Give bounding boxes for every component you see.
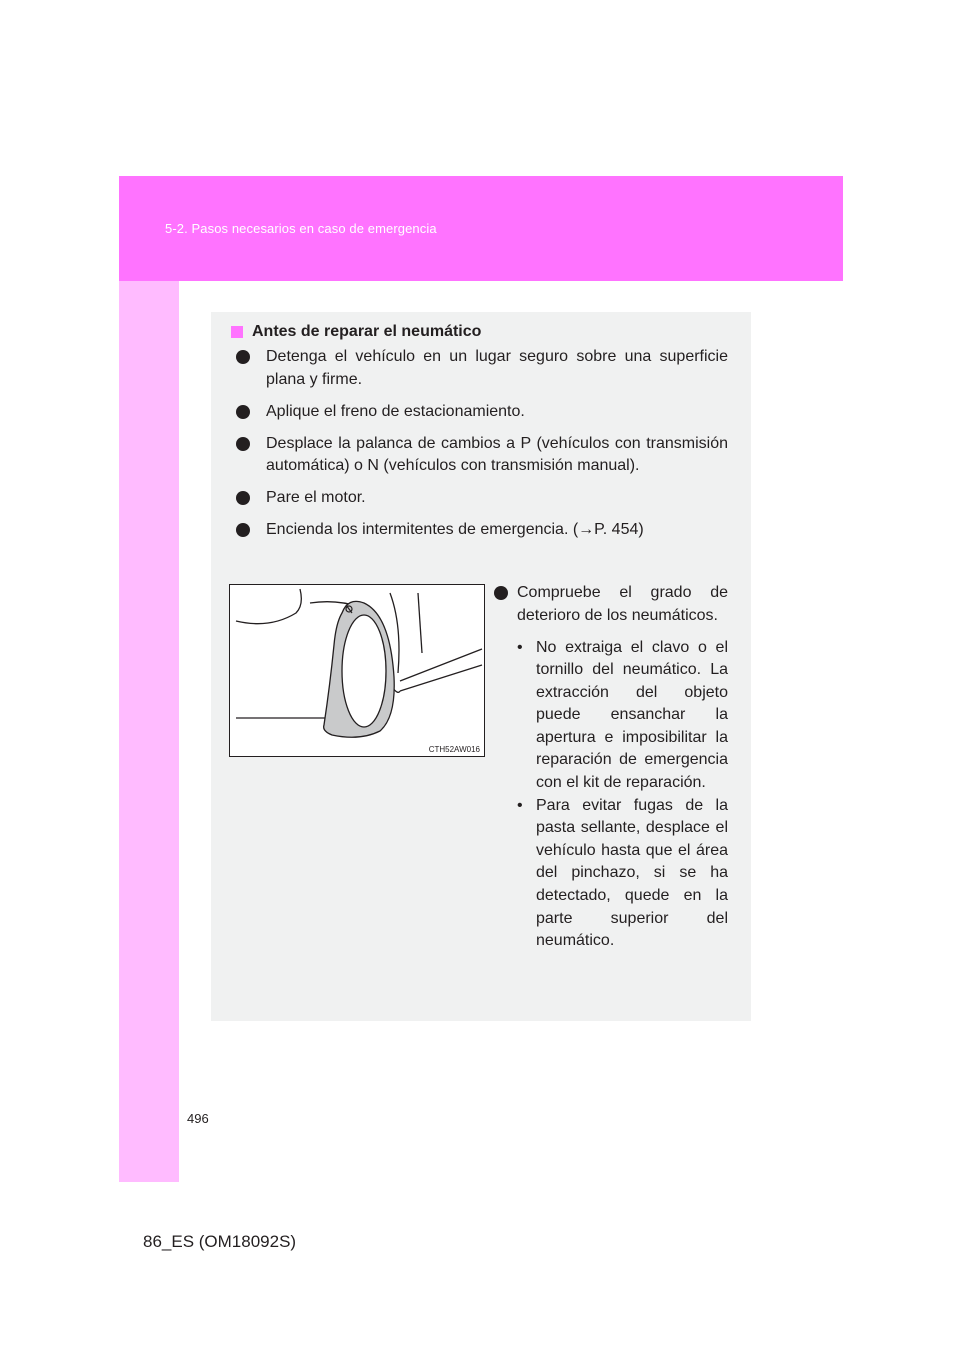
list-item [235,346,728,391]
bullet-dot-icon [236,491,250,505]
list-item [235,433,728,478]
list-item-text: Detenga el vehículo en un lugar seguro sobre una superficie plana y firme. [266,348,728,388]
bullet-dot-icon [494,586,508,600]
list-item-text: Compruebe el grado de deterioro de los neumáticos. [517,584,728,624]
section-heading-text: Antes de reparar el neumático [252,323,482,340]
pink-square-icon [231,326,243,338]
list-item-text: Aplique el freno de estacionamiento. [266,402,525,420]
section-heading [231,322,481,342]
figure-code: CTH52AW016 [428,745,480,754]
sub-bullet-mark: • [517,638,523,656]
list-item-text: Desplace la palanca de cambios a P (vehículos con transmisión automática) o N (vehículos con transmisión manual). [266,434,728,474]
sub-list-item [517,637,728,795]
tire-illustration [229,584,485,757]
list-item [235,519,728,542]
sub-list-item-text: Para evitar fugas de la pasta sellante, desplace el vehículo hasta que el área del pinchazo, si se ha detectado, quede en la parte superior del neumático. [536,796,728,950]
side-strip [119,281,179,1182]
bullet-list [235,346,728,551]
page-number: 496 [187,1111,209,1126]
list-item-text: Encienda los intermitentes de emergencia. (→P. 454) [266,521,644,538]
bullet-dot-icon [236,437,250,451]
list-item-text: Pare el motor. [266,489,366,506]
inspection-column [494,582,728,953]
list-item [494,582,728,627]
bullet-dot-icon [236,523,250,537]
footer-code: 86_ES (OM18092S) [143,1232,297,1251]
info-panel [211,312,751,1021]
section-breadcrumb: 5-2. Pasos necesarios en caso de emergencia [165,221,437,236]
list-item [235,487,728,510]
sub-bullet-mark: • [517,796,523,814]
tire-inspection-illustration-icon [230,585,484,756]
sub-list-item-text: No extraiga el clavo o el tornillo del neumático. La extracción del objeto puede ensanchar la apertura e imposibilitar la reparación de emergencia con el kit de reparación. [536,638,728,792]
bullet-dot-icon [236,405,250,419]
sub-bullet-list [494,637,728,953]
sub-list-item [517,795,728,953]
list-item [235,401,728,424]
bullet-dot-icon [236,350,250,364]
